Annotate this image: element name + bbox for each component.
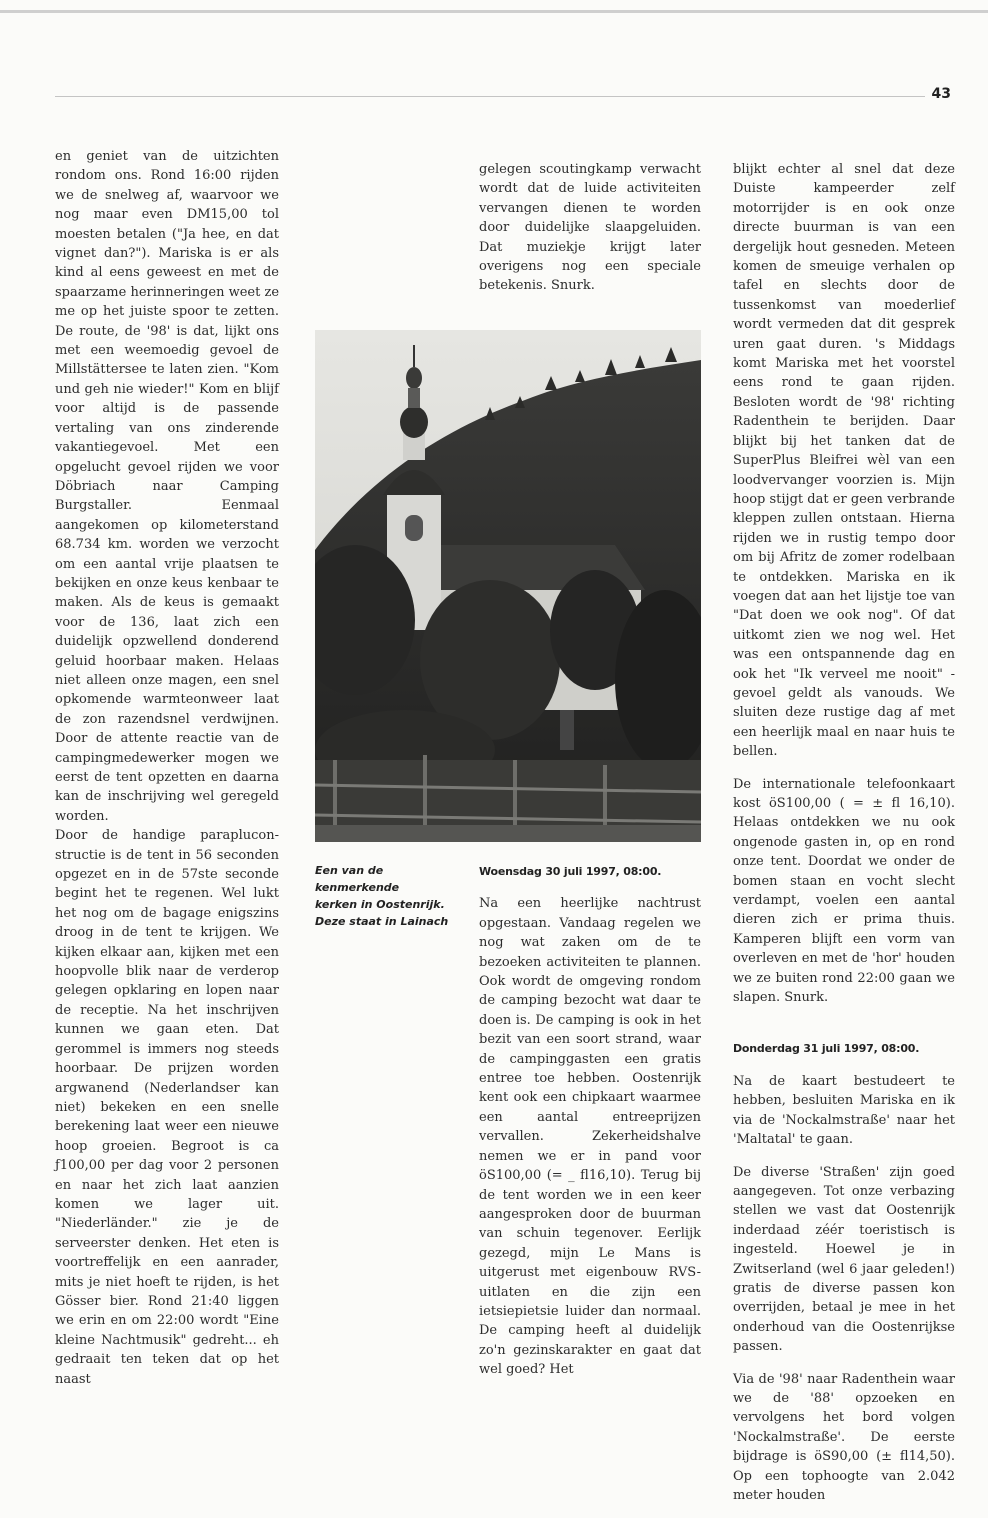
scan-top-rule [0,10,988,13]
column-left [55,147,279,1389]
column-middle-bottom [479,862,701,1393]
church-illustration [315,330,701,842]
column-right [733,147,955,1518]
section-heading: Woensdag 30 juli 1997, 08:00. [479,865,662,878]
paragraph: Door de handige parapluconstructie is de tent in 56 seconden opgezet en in de 57ste seconde begint het te regenen. Wel lukt het nog om de bagage enigszins droog in de tent te krijgen. We kijken elkaar aan, kijken met een hoopvolle blik naar de verderop gelegen opklaring en lopen naar de receptie. Na het inschrijven kunnen we gaan eten. Dat gerommel is immers nog steeds hoorbaar. De prijzen worden argwanend (Nederlandser kan niet) bekeken en een snelle berekening laat weer een nieuwe hoop groeien. Begroot is ca ƒ100,00 per dag voor 2 personen en naar het zich laat aanzien komen we lager uit. "Niederländer." zie je de serveerster denken. Het eten is voortreffelijk en een aanrader, mits je niet hoeft te rijden, is het Gösser bier. Rond 21:40 liggen we erin en om 22:00 wordt "Eine kleine Nachtmusik" gedreht... eh gedraait ten teken dat op het naast [55,828,279,1387]
section-gap [733,1020,955,1039]
caption-line: kerken in Oostenrijk. [315,898,445,911]
section-heading: Donderdag 31 juli 1997, 08:00. [733,1042,920,1056]
paragraph: Na de kaart bestudeert te hebben, besluiten Mariska en ik via de 'Nockalmstraße' naar het 'Maltatal' te gaan. [733,1073,955,1148]
paragraph: Via de '98' naar Radenthein waar we de '88' opzoeken en vervolgens het bord volgen 'Nockalmstraße'. De eerste bijdrage is öS90,00 (± fl14,50). Op een tophoogte van 2.042 meter houden [733,1371,955,1503]
page-number: 43 [931,86,951,102]
caption-line: Deze staat in Lainach [315,915,449,928]
paragraph: gelegen scoutingkamp verwacht wordt dat de luide activiteiten vervangen dienen te worden door duidelijke slaapgeluiden. Dat muziekje krijgt later overigens nog een speciale betekenis. Snurk. [479,162,701,294]
paragraph: blijkt echter al snel dat deze Duiste kampeerder zelf motorrijder is en ook onze directe buurman is van een dergelijk hout gesneden. Meteen komen de smeuige verhalen op tafel en slechts door de tussenkomst van moederlief wordt vermeden dat dit gesprek uren gaat duren. 's Middags komt Mariska met het voorstel eens rond te gaan rijden. Besloten wordt de '98' richting Radenthein te berijden. Daar blijkt bij het tanken dat de SuperPlus Bleifrei wèl van een loodvervanger voorzien is. Mijn hoop stijgt dat er geen verbrande kleppen zullen ontstaan. Hierna rijden we in rustig tempo door om bij Afritz de zomer rodelbaan te ontdekken. Mariska en ik voegen dat aan het lijstje toe van "Dat doen we ook nog". Of dat uitkomt zien we nog wel. Het was een ontspannende dag en ook het "Ik verveel me nooit" -gevoel geldt als vanouds. We sluiten deze rustige dag af met een heerlijk maal en naar huis te bellen. [733,162,955,760]
paragraph: De diverse 'Straßen' zijn goed aangegeven. Tot onze verbazing stellen we vast dat Oostenrijk inderdaad zéér toeristisch is ingesteld. Hoewel je in Zwitserland (wel 6 jaar geleden!) gratis de diverse passen kon overrijden, betaal je mee in het onderhoud van die Oostenrijkse passen. [733,1164,955,1355]
header-rule [55,96,925,97]
church-photo [315,330,701,842]
column-middle-top [479,147,701,309]
paragraph: en geniet van de uitzichten rondom ons. Rond 16:00 rijden we de snelweg af, waarvoor we nog maar even DM15,00 tol moesten betalen ("Ja hee, en dat vignet dan?"). Mariska is er als kind al eens geweest en met de spaarzame herinneringen weet ze me op het juiste spoor te zetten. De route, de '98' is dat, lijkt ons met een weemoedig gevoel de Millstättersee te laten zien. "Kom und geh nie wieder!" Kom en blijf voor altijd is de passende vertaling van ons zinderende vakantiegevoel. Met een opgelucht gevoel rijden we voor Döbriach naar Camping Burgstaller. Eenmaal aangekomen op kilometerstand 68.734 km. worden we verzocht om een aantal vrije plaatsen te bekijken en onze keus kenbaar te maken. Als de keus is gemaakt voor de 136, laat zich een duidelijk opzwellend donderend geluid hoorbaar maken. Helaas niet alleen onze magen, een snel opkomende warmteonweer laat de zon razendsnel verdwijnen. Door de attente reactie van de campingmedewerker mogen we eerst de tent opzetten en daarna kan de inschrijving wel geregeld worden. [55,149,280,824]
photo-caption [315,862,465,930]
caption-line: Een van de kenmerkende [315,864,400,894]
paragraph: Na een heerlijke nachtrust opgestaan. Vandaag regelen we nog wat zaken om de te bezoeken activiteiten te plannen. Ook wordt de omgeving rondom de camping bezocht wat daar te doen is. De camping is ook in het bezit van een soort strand, waar de campinggasten een gratis entree toe hebben. Oostenrijk kent ook een chipkaart waarmee een aantal entreeprijzen vervallen. Zekerheidshalve nemen we er in pand voor öS100,00 (= _ fl16,10). Terug bij de tent worden we in een keer aangesproken door de buurman van schuin tegenover. Eerlijk gezegd, mijn Le Mans is uitgerust met eigenbouw RVS-uitlaten en die zijn een ietsiepietsie luider dan normaal. De camping heeft al duidelijk zo'n gezinskarakter en gaat dat wel goed? Het [479,896,701,1378]
paragraph: De internationale telefoonkaart kost öS100,00 ( = ± fl 16,10). Helaas ontdekken we nu ook ongenode gasten in, op en rond onze tent. Doordat we onder de bomen staan en vocht slecht verdampt, voelen een aantal dieren zich er prima thuis. Kamperen blijft een vorm van overleven en met de 'hor' houden we ze buiten rond 22:00 gaan we slapen. Snurk. [733,776,955,1006]
